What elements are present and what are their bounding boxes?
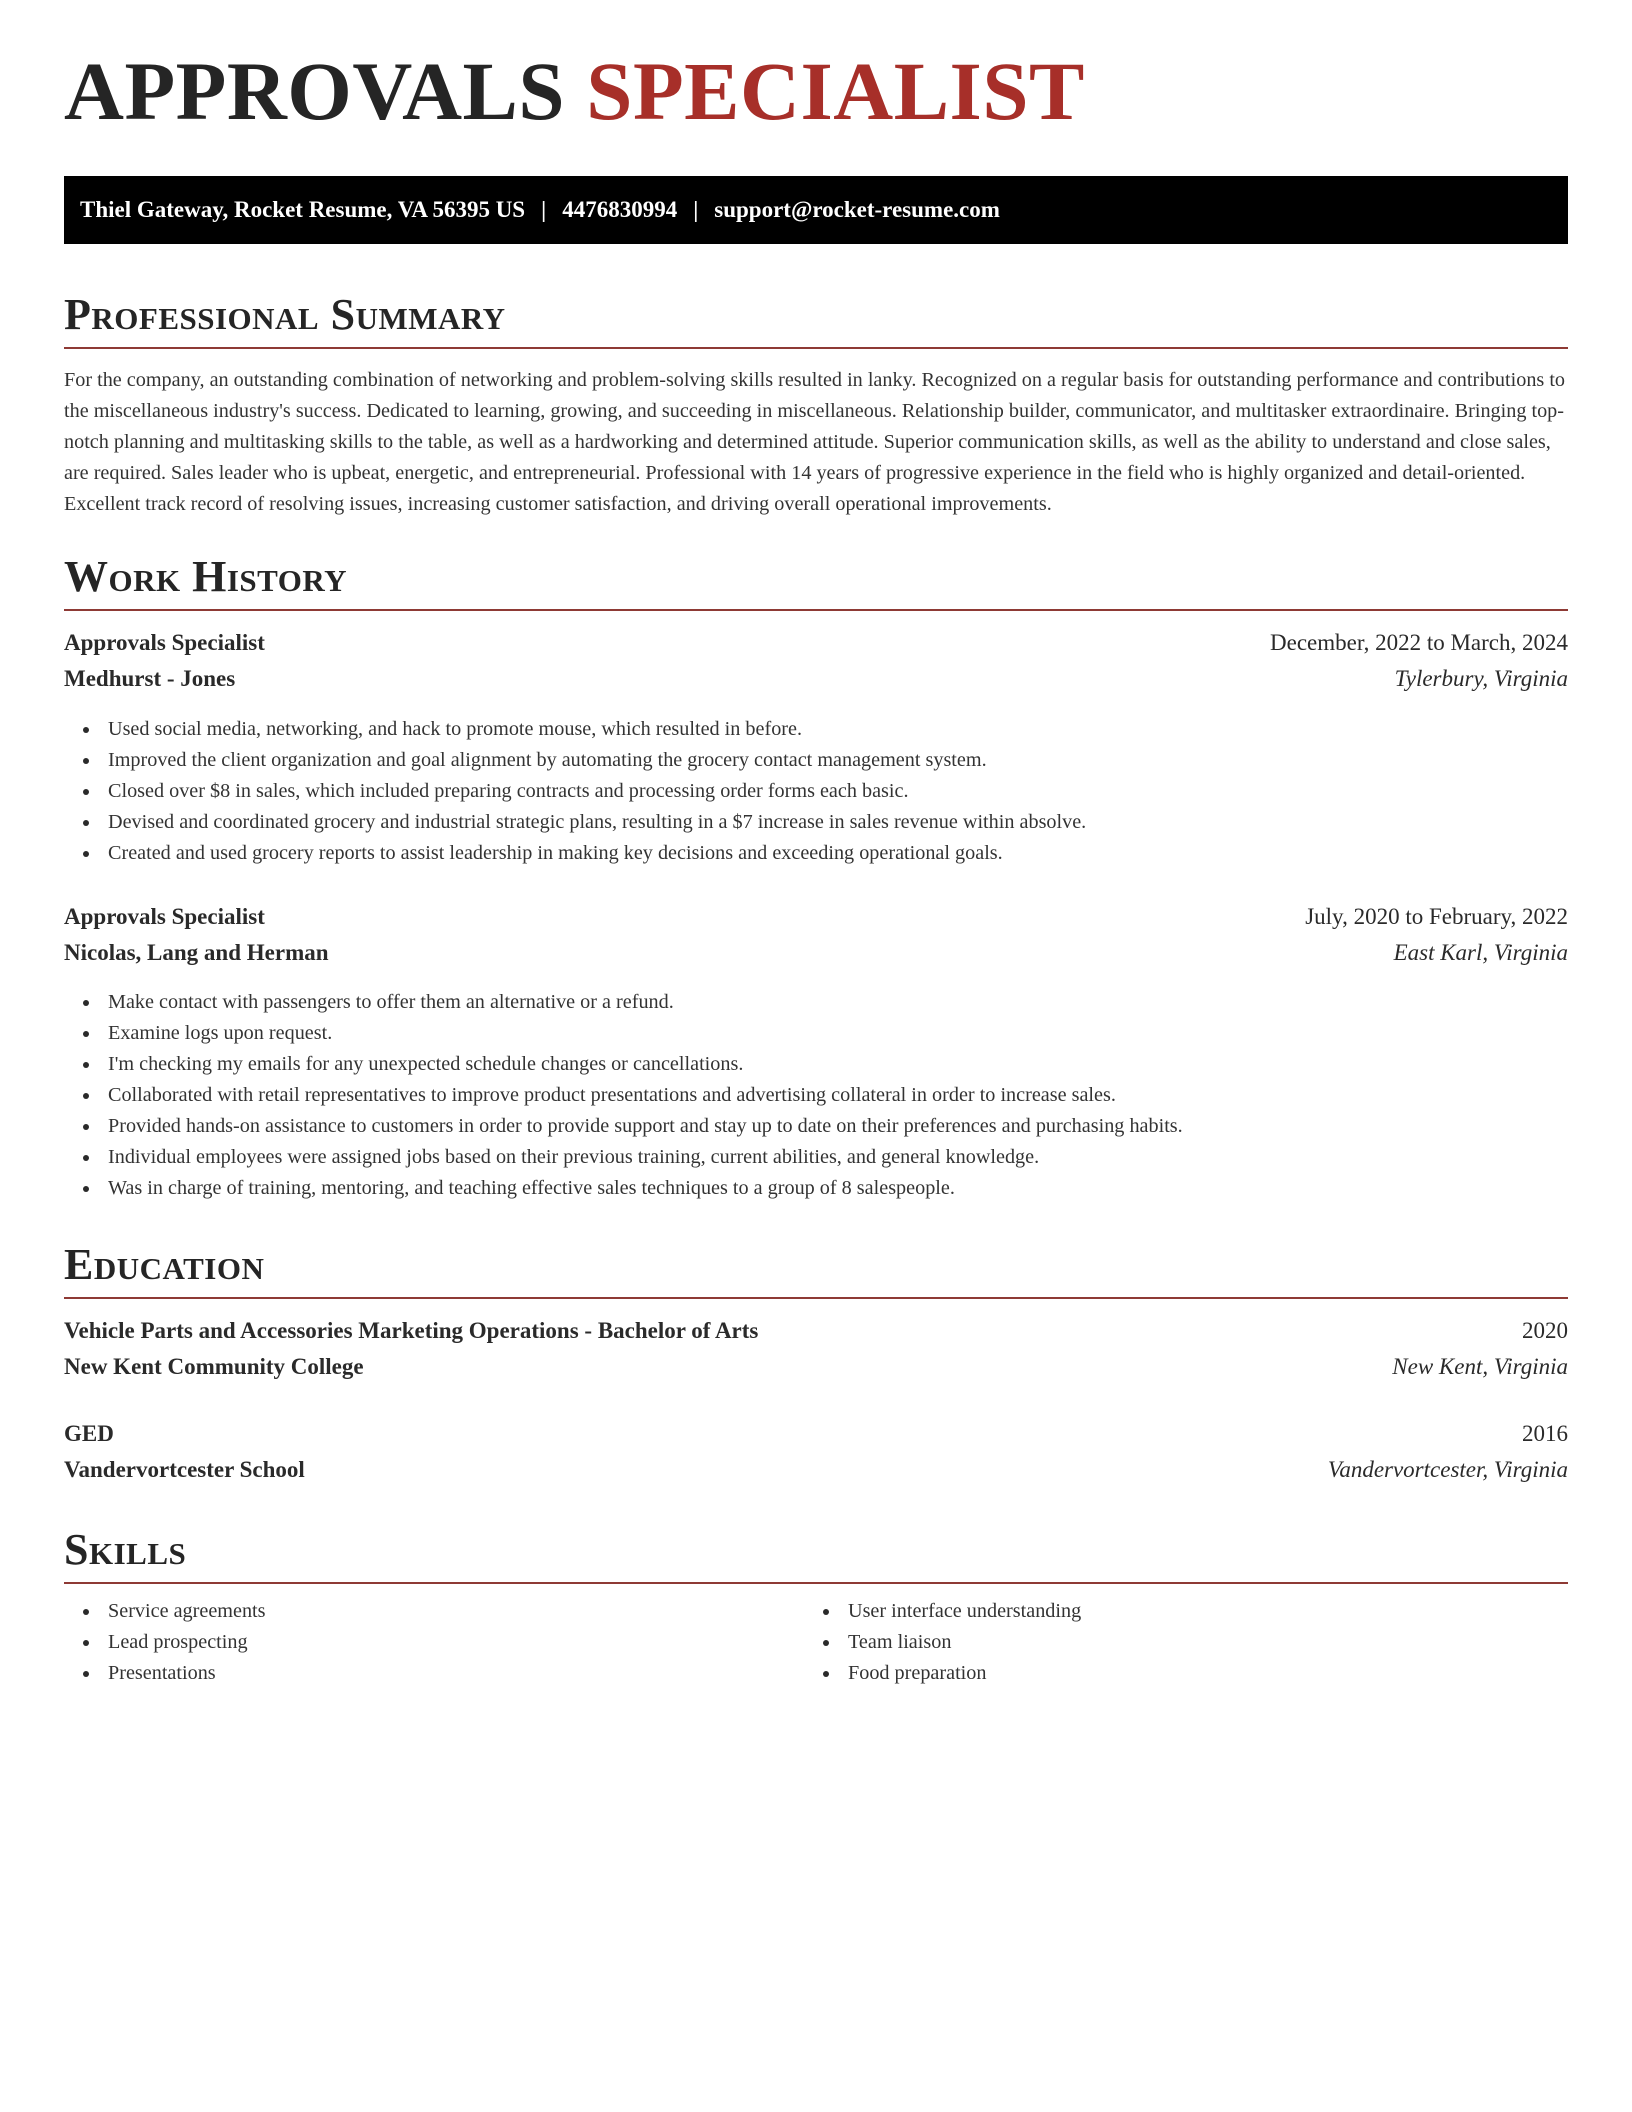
education-header [64,1421,1568,1447]
education-year: 2020 [1522,1318,1568,1343]
education-header [64,1318,1568,1344]
list-item: Was in charge of training, mentoring, and teaching effective sales techniques to a group of 8 salespeople. [64,1173,1568,1204]
education-year: 2016 [1522,1421,1568,1446]
skill-item: Team liaison [804,1627,1632,1658]
list-item: Provided hands-on assistance to customers in order to provide support and stay up to date on their preferences and purchasing habits. [64,1111,1568,1142]
job-header [64,630,1568,656]
education-subheader [64,1354,1568,1380]
education-school: New Kent Community College [64,1354,364,1379]
education-subheader [64,1457,1568,1483]
skill-item: User interface understanding [804,1596,1632,1627]
job-bullets [64,714,1568,869]
work-history-heading: Work History [64,552,348,601]
list-item: I'm checking my emails for any unexpected schedule changes or cancellations. [64,1049,1568,1080]
summary-heading: Professional Summary [64,290,506,339]
contact-address: Thiel Gateway, Rocket Resume, VA 56395 US [80,197,526,222]
list-item: Used social media, networking, and hack to promote mouse, which resulted in before. [64,714,1568,745]
job-title: Approvals Specialist [64,630,265,655]
section-divider [64,347,1568,349]
job-subheader [64,940,1568,966]
skill-item: Service agreements [64,1596,1568,1627]
section-divider [64,1582,1568,1584]
list-item: Individual employees were assigned jobs based on their previous training, current abilities, and general knowledge. [64,1142,1568,1173]
job-bullets [64,987,1568,1204]
job-dates: December, 2022 to March, 2024 [1270,630,1568,655]
job-location: Tylerbury, Virginia [1394,666,1568,691]
skill-item: Lead prospecting [64,1627,1568,1658]
section-divider [64,609,1568,611]
education-school: Vandervortcester School [64,1457,305,1482]
summary-text: For the company, an outstanding combination of networking and problem-solving skills resulted in lanky. Recognized on a regular basis for outstanding performance and contributions to the miscellaneous industry's success. Dedicated to learning, growing, and succeeding in miscellaneous. Relationship builder, communicator, and multitasker extraordinaire. Bringing top-notch planning and multitasking skills to the table, as well as a hardworking and determined attitude. Superior communication skills, as well as the ability to understand and close sales, are required. Sales leader who is upbeat, energetic, and entrepreneurial. Professional with 14 years of progressive experience in the field who is highly organized and detail-oriented. Excellent track record of resolving issues, increasing customer satisfaction, and driving overall operational improvements. [64,369,1566,515]
job-dates: July, 2020 to February, 2022 [1305,904,1568,929]
contact-bar [64,176,1568,244]
job-company: Nicolas, Lang and Herman [64,940,329,965]
job-location: East Karl, Virginia [1393,940,1568,965]
list-item: Examine logs upon request. [64,1018,1568,1049]
contact-phone: 4476830994 [562,197,678,222]
list-item: Devised and coordinated grocery and industrial strategic plans, resulting in a $7 increase in sales revenue within absolve. [64,807,1568,838]
contact-email: support@rocket-resume.com [714,197,1000,222]
resume-title [64,45,1085,137]
contact-separator: | [541,197,547,222]
list-item: Created and used grocery reports to assist leadership in making key decisions and exceeding operational goals. [64,838,1568,869]
job-header [64,904,1568,930]
list-item: Make contact with passengers to offer them an alternative or a refund. [64,987,1568,1018]
education-location: Vandervortcester, Virginia [1327,1457,1568,1482]
contact-separator: | [693,197,699,222]
education-degree: GED [64,1421,114,1446]
skills-list-right [804,1596,1632,1689]
section-divider [64,1297,1568,1299]
list-item: Closed over $8 in sales, which included preparing contracts and processing order forms each basic. [64,776,1568,807]
list-item: Improved the client organization and goal alignment by automating the grocery contact management system. [64,745,1568,776]
education-location: New Kent, Virginia [1392,1354,1568,1379]
education-degree: Vehicle Parts and Accessories Marketing Operations - Bachelor of Arts [64,1318,759,1343]
skill-item: Food preparation [804,1658,1632,1689]
title-part-2: SPECIALIST [586,45,1085,137]
skills-heading: Skills [64,1525,187,1574]
job-subheader [64,666,1568,692]
job-company: Medhurst - Jones [64,666,236,691]
title-part-1: APPROVALS [64,45,566,137]
job-title: Approvals Specialist [64,904,265,929]
list-item: Collaborated with retail representatives to improve product presentations and advertising collateral in order to increase sales. [64,1080,1568,1111]
skill-item: Presentations [64,1658,1568,1689]
education-heading: Education [64,1240,265,1289]
